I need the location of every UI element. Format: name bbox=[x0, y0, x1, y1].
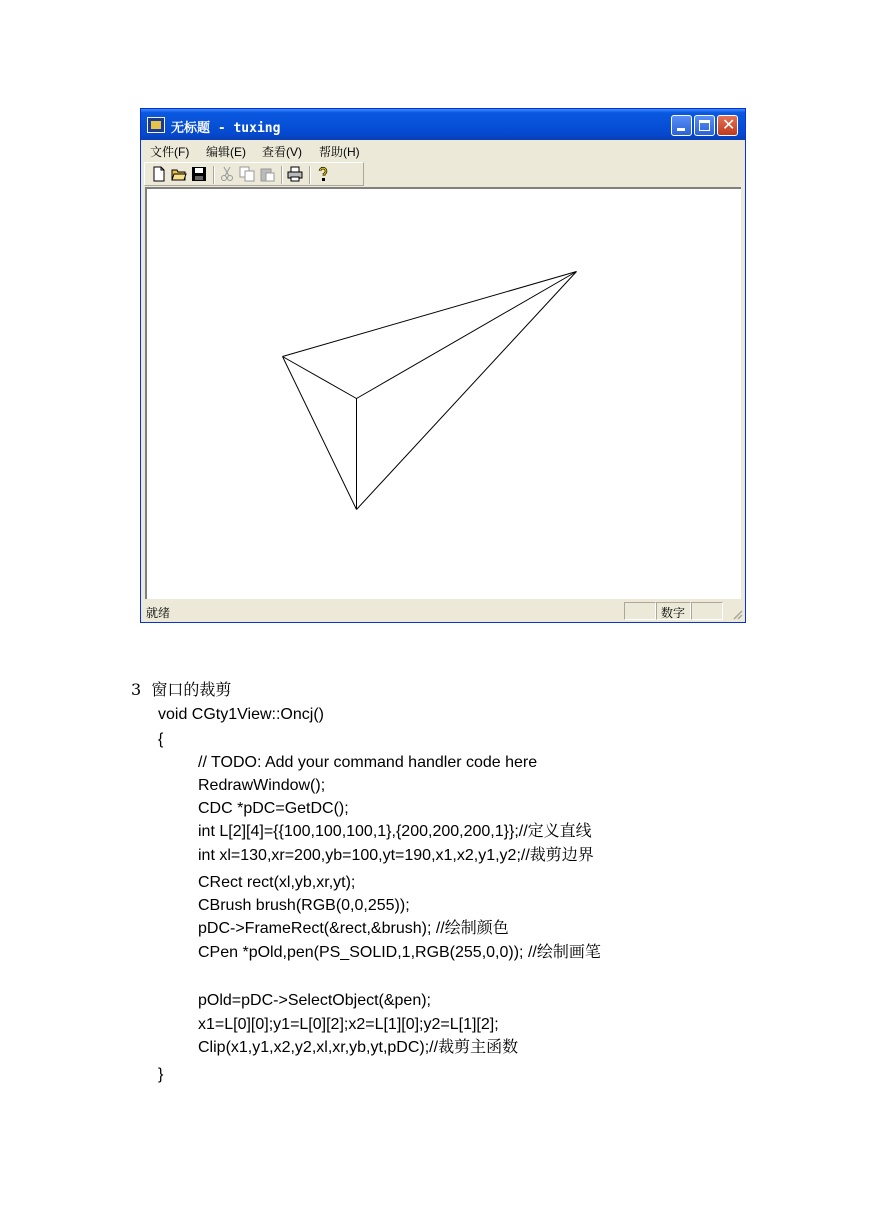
code-line: void CGty1View::Oncj() bbox=[158, 706, 324, 723]
code-line: } bbox=[158, 1066, 164, 1083]
menu-view[interactable]: 查看(V) bbox=[262, 145, 302, 159]
code-line: pDC->FrameRect(&rect,&brush); //绘制颜色 bbox=[198, 920, 509, 937]
menu-edit[interactable]: 编辑(E) bbox=[206, 145, 246, 159]
code-line: { bbox=[158, 731, 164, 748]
code-line: CDC *pDC=GetDC(); bbox=[198, 800, 349, 817]
code-line: x1=L[0][0];y1=L[0][2];x2=L[1][0];y2=L[1][2]; bbox=[198, 1016, 499, 1033]
status-text: 就绪 bbox=[146, 606, 171, 620]
num-lock-indicator: 数字 bbox=[661, 606, 686, 620]
code-line: Clip(x1,y1,x2,y2,xl,xr,yb,yt,pDC);//裁剪主函数 bbox=[198, 1039, 519, 1056]
code-line: RedrawWindow(); bbox=[198, 777, 326, 794]
window-title: 无标题 - tuxing bbox=[171, 121, 281, 136]
close-icon: ✕ bbox=[722, 115, 736, 134]
menu-file[interactable]: 文件(F) bbox=[150, 145, 190, 159]
code-line: CBrush brush(RGB(0,0,255)); bbox=[198, 897, 410, 914]
code-line: int xl=130,xr=200,yb=100,yt=190,x1,x2,y1,y2;//裁剪边界 bbox=[198, 847, 594, 864]
menu-help[interactable]: 帮助(H) bbox=[319, 145, 360, 159]
code-line: CRect rect(xl,yb,xr,yt); bbox=[198, 874, 356, 891]
code-line: // TODO: Add your command handler code here bbox=[198, 754, 538, 771]
code-line: CPen *pOld,pen(PS_SOLID,1,RGB(255,0,0)); //绘制画笔 bbox=[198, 944, 601, 961]
code-line: pOld=pDC->SelectObject(&pen); bbox=[198, 992, 431, 1009]
code-line: int L[2][4]={{100,100,100,1},{200,200,200,1}};//定义直线 bbox=[198, 823, 592, 840]
section-heading: 3 窗口的裁剪 bbox=[131, 680, 232, 699]
